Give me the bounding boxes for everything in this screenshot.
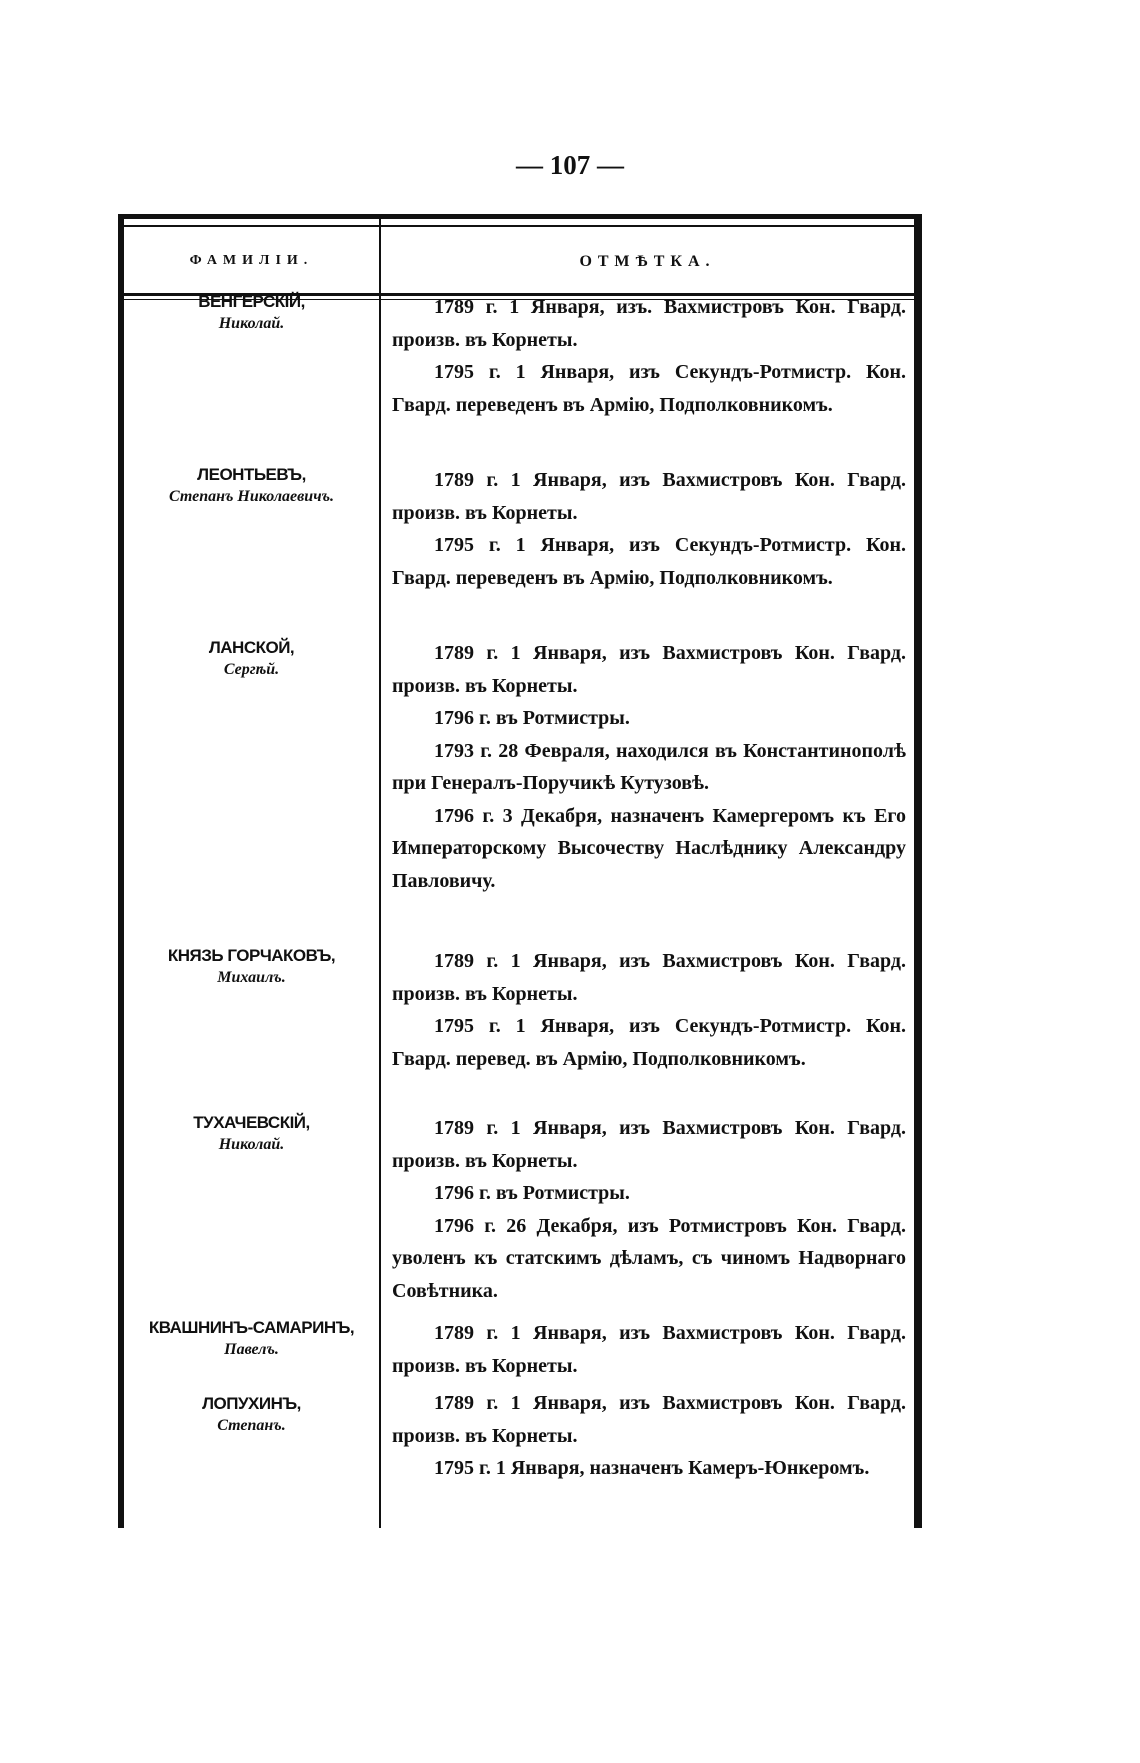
note-line: 1796 г. 3 Декабря, назначенъ Камергеромъ къ Его Императорскому Высочеству Наслѣднику Александру Павловичу.	[392, 804, 906, 892]
register-table	[118, 214, 922, 1528]
surname: ТУХАЧЕВСКІЙ,	[193, 1113, 310, 1132]
note-line: 1789 г. 1 Января, изъ Вахмистровъ Кон. Гвард. произв. въ Корнеты.	[392, 469, 906, 524]
page-number: — 107 —	[516, 150, 624, 180]
surname: КНЯЗЬ ГОРЧАКОВЪ,	[167, 946, 336, 965]
given-name: Николай.	[218, 1136, 285, 1153]
note-cell	[392, 1317, 906, 1382]
note-cell	[392, 945, 906, 1075]
given-name: Степанъ.	[217, 1417, 286, 1434]
header-notes: ОТМѢТКА.	[579, 253, 716, 270]
name-cell	[124, 637, 379, 681]
given-name: Сергѣй.	[223, 661, 280, 678]
name-cell	[124, 464, 379, 508]
given-name: Михаилъ.	[217, 969, 286, 986]
table-header	[124, 219, 914, 299]
surname: ЛЕОНТЬЕВЪ,	[197, 465, 306, 484]
note-line: 1789 г. 1 Января, изъ Вахмистровъ Кон. Гвард. произв. въ Корнеты.	[392, 642, 906, 697]
note-line: 1795 г. 1 Января, изъ Секундъ-Ротмистр. Кон. Гвард. переведенъ въ Армію, Подполковникомъ.	[392, 361, 906, 416]
surname: КВАШНИНЪ-САМАРИНЪ,	[148, 1318, 355, 1337]
note-line: 1793 г. 28 Февраля, находился въ Константинополѣ при Генералъ-Поручикѣ Кутузовѣ.	[392, 739, 906, 794]
column-divider	[379, 219, 381, 1528]
header-names: ФАМИЛІИ.	[189, 253, 314, 268]
note-line: 1796 г. 26 Декабря, изъ Ротмистровъ Кон. Гвард. уволенъ къ статскимъ дѣламъ, съ чиномъ Надворнаго Совѣтника.	[392, 1214, 906, 1302]
note-cell	[392, 291, 906, 421]
note-line: 1789 г. 1 Января, изъ Вахмистровъ Кон. Гвард. произв. въ Корнеты.	[392, 1392, 906, 1447]
note-line: 1789 г. 1 Января, изъ. Вахмистровъ Кон. Гвард. произв. въ Корнеты.	[392, 296, 906, 351]
surname: ЛОПУХИНЪ,	[202, 1394, 301, 1413]
name-cell	[124, 1393, 379, 1437]
name-cell	[124, 1317, 379, 1361]
given-name: Павелъ.	[224, 1341, 279, 1358]
note-line: 1795 г. 1 Января, назначенъ Камеръ-Юнкеромъ.	[434, 1457, 870, 1479]
surname: ЛАНСКОЙ,	[208, 638, 295, 657]
note-cell	[392, 637, 906, 897]
note-cell	[392, 1112, 906, 1307]
note-line: 1796 г. въ Ротмистры.	[434, 707, 630, 729]
note-line: 1795 г. 1 Января, изъ Секундъ-Ротмистр. Кон. Гвард. переведенъ въ Армію, Подполковникомъ.	[392, 534, 906, 589]
name-cell	[124, 945, 379, 989]
note-line: 1789 г. 1 Января, изъ Вахмистровъ Кон. Гвард. произв. въ Корнеты.	[392, 950, 906, 1005]
note-line: 1789 г. 1 Января, изъ Вахмистровъ Кон. Гвард. произв. въ Корнеты.	[392, 1117, 906, 1172]
surname: ВЕНГЕРСКІЙ,	[198, 292, 305, 311]
note-cell	[392, 464, 906, 594]
name-cell	[124, 1112, 379, 1156]
note-cell	[392, 1387, 906, 1485]
given-name: Степанъ Николаевичъ.	[168, 488, 335, 505]
given-name: Николай.	[218, 315, 285, 332]
note-line: 1796 г. въ Ротмистры.	[434, 1182, 630, 1204]
note-line: 1789 г. 1 Января, изъ Вахмистровъ Кон. Гвард. произв. въ Корнеты.	[392, 1322, 906, 1377]
note-line: 1795 г. 1 Января, изъ Секундъ-Ротмистр. Кон. Гвард. перевед. въ Армію, Подполковникомъ.	[392, 1015, 906, 1070]
name-cell	[124, 291, 379, 335]
